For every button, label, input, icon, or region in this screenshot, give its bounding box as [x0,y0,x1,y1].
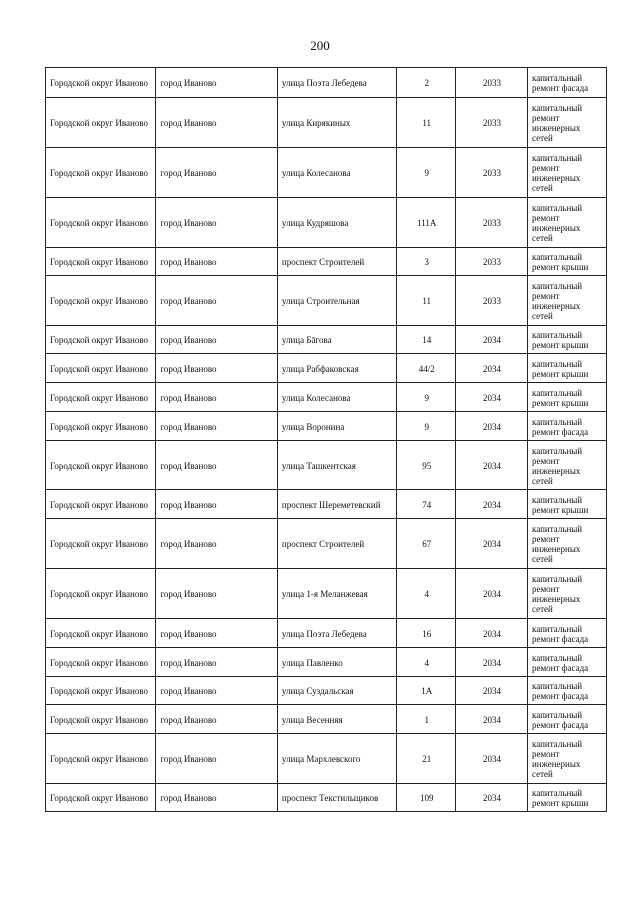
cell-okrug: Городской округ Иваново [46,98,156,148]
cell-city: город Иваново [156,705,278,734]
cell-street: улица Поэта Лебедева [277,619,396,648]
cell-okrug: Городской округ Иваново [46,619,156,648]
cell-work: капитальный ремонт крыши [527,248,606,276]
cell-street: проспект Шереметевский [277,490,396,519]
cell-city: город Иваново [156,148,278,198]
cell-house: 9 [397,412,456,441]
cell-year: 2034 [456,412,528,441]
cell-year: 2034 [456,677,528,705]
cell-okrug: Городской округ Иваново [46,677,156,705]
cell-house: 9 [397,148,456,198]
cell-city: город Иваново [156,619,278,648]
table-row [46,784,607,812]
cell-street: улица Колесанова [277,148,396,198]
cell-work: капитальный ремонт инженерных сетей [527,519,606,569]
cell-street: улица Рабфаковская [277,354,396,383]
cell-work: капитальный ремонт инженерных сетей [527,276,606,326]
table-row [46,98,607,148]
cell-work: капитальный ремонт фасада [527,68,606,98]
cell-street: улица 1-я Меланжевая [277,569,396,619]
table-row [46,519,607,569]
cell-year: 2034 [456,490,528,519]
cell-street: проспект Строителей [277,519,396,569]
cell-house: 4 [397,648,456,677]
cell-okrug: Городской округ Иваново [46,276,156,326]
cell-house: 67 [397,519,456,569]
cell-street: улица Суздальская [277,677,396,705]
table-row [46,490,607,519]
cell-street: улица Строительная [277,276,396,326]
cell-city: город Иваново [156,276,278,326]
cell-city: город Иваново [156,68,278,98]
table-row [46,276,607,326]
cell-city: город Иваново [156,648,278,677]
cell-city: город Иваново [156,198,278,248]
cell-house: 11 [397,276,456,326]
cell-okrug: Городской округ Иваново [46,569,156,619]
cell-street: улица Павленко [277,648,396,677]
cell-house: 16 [397,619,456,648]
cell-street: улица Поэта Лебедева [277,68,396,98]
table-row [46,412,607,441]
cell-house: 1А [397,677,456,705]
cell-work: капитальный ремонт крыши [527,326,606,354]
cell-year: 2033 [456,98,528,148]
cell-year: 2034 [456,705,528,734]
cell-year: 2033 [456,68,528,98]
table-row [46,326,607,354]
cell-street: улица Весенняя [277,705,396,734]
cell-city: город Иваново [156,784,278,812]
table-row [46,705,607,734]
cell-okrug: Городской округ Иваново [46,441,156,490]
table-row [46,441,607,490]
cell-street: улица Кудряшова [277,198,396,248]
cell-work: капитальный ремонт крыши [527,383,606,412]
cell-work: капитальный ремонт инженерных сетей [527,198,606,248]
cell-street: улица Мархлевского [277,734,396,784]
cell-city: город Иваново [156,412,278,441]
cell-year: 2034 [456,569,528,619]
cell-year: 2033 [456,248,528,276]
cell-house: 21 [397,734,456,784]
cell-house: 2 [397,68,456,98]
cell-city: город Иваново [156,354,278,383]
cell-house: 44/2 [397,354,456,383]
cell-work: капитальный ремонт фасада [527,412,606,441]
table-row [46,68,607,98]
cell-okrug: Городской округ Иваново [46,326,156,354]
cell-year: 2034 [456,648,528,677]
cell-house: 11 [397,98,456,148]
cell-year: 2034 [456,441,528,490]
cell-street: проспект Строителей [277,248,396,276]
cell-okrug: Городской округ Иваново [46,705,156,734]
cell-street: улица Кирякиных [277,98,396,148]
cell-house: 3 [397,248,456,276]
cell-year: 2034 [456,734,528,784]
cell-work: капитальный ремонт инженерных сетей [527,148,606,198]
cell-year: 2034 [456,619,528,648]
table-row [46,198,607,248]
cell-okrug: Городской округ Иваново [46,248,156,276]
cell-year: 2034 [456,383,528,412]
table-row [46,677,607,705]
cell-city: город Иваново [156,248,278,276]
cell-year: 2034 [456,326,528,354]
cell-house: 4 [397,569,456,619]
cell-okrug: Городской округ Иваново [46,198,156,248]
cell-city: город Иваново [156,490,278,519]
cell-okrug: Городской округ Иваново [46,354,156,383]
table-row [46,148,607,198]
table-row [46,383,607,412]
cell-house: 1 [397,705,456,734]
cell-work: капитальный ремонт инженерных сетей [527,734,606,784]
cell-house: 95 [397,441,456,490]
cell-year: 2034 [456,784,528,812]
cell-work: капитальный ремонт инженерных сетей [527,441,606,490]
cell-work: капитальный ремонт фасада [527,677,606,705]
cell-year: 2033 [456,276,528,326]
table-body [46,68,607,812]
table-row [46,354,607,383]
cell-okrug: Городской округ Иваново [46,490,156,519]
cell-work: капитальный ремонт крыши [527,354,606,383]
cell-house: 9 [397,383,456,412]
table-row [46,734,607,784]
cell-year: 2033 [456,148,528,198]
repair-schedule-table [45,67,607,812]
cell-street: улица Воронина [277,412,396,441]
cell-house: 74 [397,490,456,519]
cell-year: 2034 [456,354,528,383]
cell-okrug: Городской округ Иваново [46,383,156,412]
cell-city: город Иваново [156,734,278,784]
cell-work: капитальный ремонт инженерных сетей [527,98,606,148]
cell-work: капитальный ремонт фасада [527,619,606,648]
cell-work: капитальный ремонт инженерных сетей [527,569,606,619]
cell-okrug: Городской округ Иваново [46,148,156,198]
cell-city: город Иваново [156,383,278,412]
cell-year: 2033 [456,198,528,248]
page-number: 200 [310,38,330,53]
cell-street: улица Ташкентская [277,441,396,490]
cell-okrug: Городской округ Иваново [46,784,156,812]
table-row [46,648,607,677]
cell-house: 111А [397,198,456,248]
table-row [46,619,607,648]
cell-city: город Иваново [156,441,278,490]
cell-house: 14 [397,326,456,354]
cell-city: город Иваново [156,677,278,705]
cell-city: город Иваново [156,98,278,148]
cell-okrug: Городской округ Иваново [46,68,156,98]
cell-work: капитальный ремонт крыши [527,784,606,812]
cell-city: город Иваново [156,326,278,354]
cell-okrug: Городской округ Иваново [46,412,156,441]
cell-street: проспект Текстильщиков [277,784,396,812]
cell-okrug: Городской округ Иваново [46,648,156,677]
cell-work: капитальный ремонт крыши [527,490,606,519]
table-row [46,248,607,276]
cell-year: 2034 [456,519,528,569]
cell-street: улица Колесанова [277,383,396,412]
cell-work: капитальный ремонт фасада [527,648,606,677]
cell-city: город Иваново [156,569,278,619]
cell-street: улица Бāгова [277,326,396,354]
cell-house: 109 [397,784,456,812]
cell-work: капитальный ремонт фасада [527,705,606,734]
cell-okrug: Городской округ Иваново [46,519,156,569]
table-row [46,569,607,619]
cell-city: город Иваново [156,519,278,569]
cell-okrug: Городской округ Иваново [46,734,156,784]
